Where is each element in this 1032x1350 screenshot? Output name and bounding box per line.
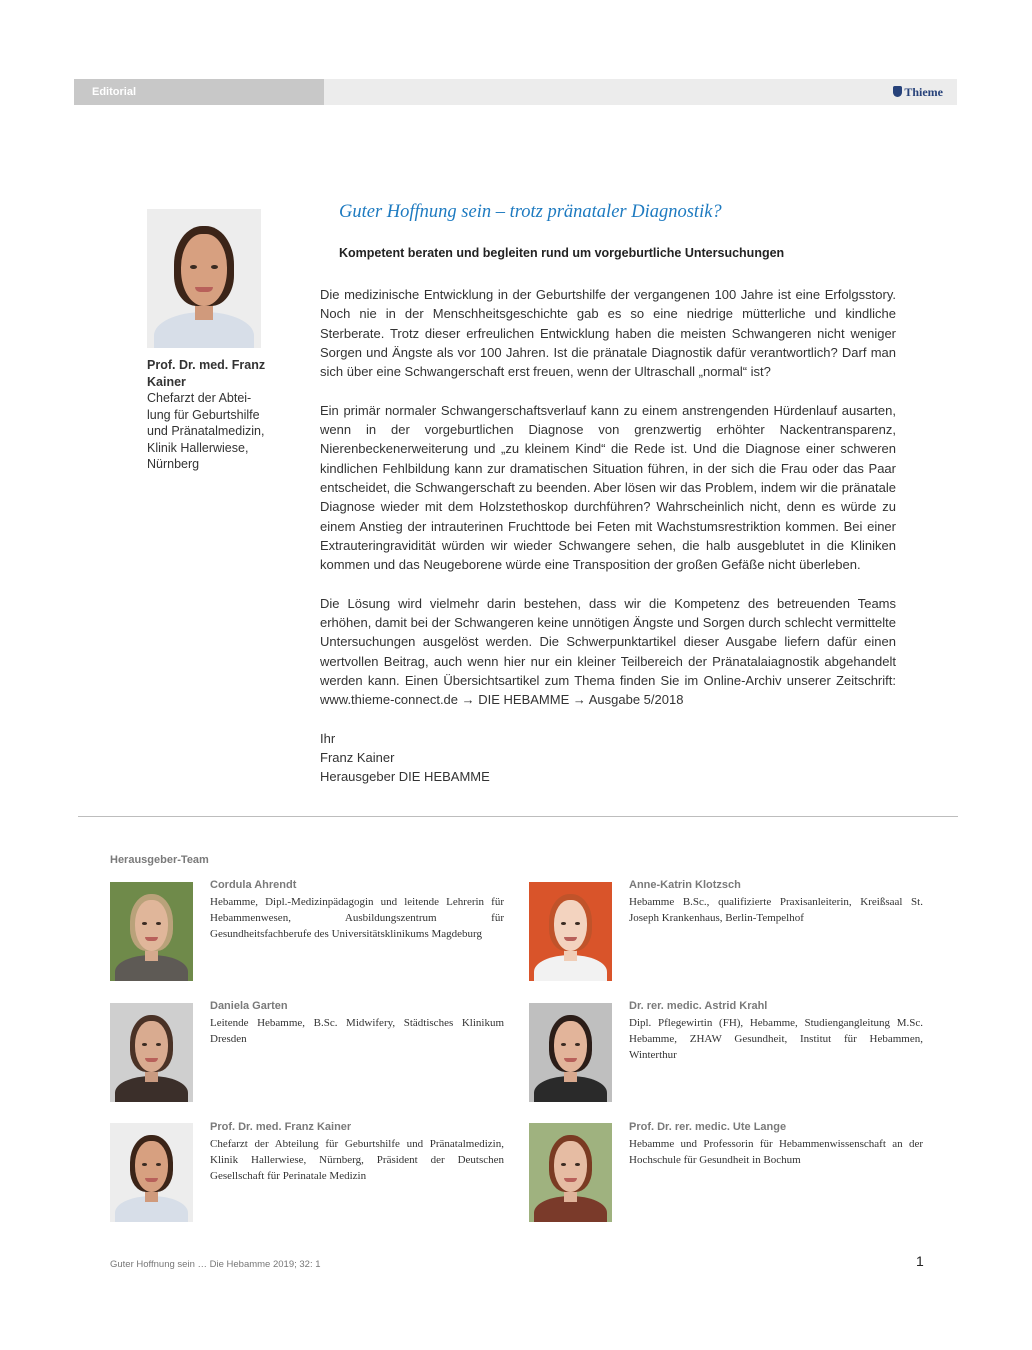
team-member-description: Hebamme, Dipl.-Medizinpädagogin und leitende Lehrerin für Hebammenwesen, Ausbildungszentrum für Gesundheitsfachberufe des Universitätsklinikums Magdeburg	[210, 896, 504, 940]
section-label: Editorial	[74, 79, 324, 105]
page-number: 1	[916, 1253, 924, 1269]
team-member-photo	[529, 882, 612, 981]
signoff-role: Herausgeber DIE HEBAMME	[320, 769, 490, 785]
team-member-name: Prof. Dr. med. Franz Kainer	[210, 1121, 352, 1133]
article-title: Guter Hoffnung sein – trotz pränataler Diagnostik?	[339, 202, 722, 222]
team-member-name: Anne-Katrin Klotzsch	[629, 879, 741, 891]
header-bar	[74, 79, 957, 105]
team-member-photo	[110, 1123, 193, 1222]
article-subtitle: Kompetent beraten und begleiten rund um vorgeburtliche Untersuchungen	[339, 246, 785, 260]
team-member-description: Hebamme und Professorin für Hebammenwissenschaft an der Hochschule für Gesundheit in Bochum	[629, 1138, 923, 1166]
section-divider	[78, 816, 958, 817]
article-paragraph: Ein primär normaler Schwangerschaftsverlauf kann zu einem anstrengenden Hürdenlauf ausarten, wenn in der vorgeburtlichen Diagnose von grenzwertig erhöhter Nackentransparenz, Nierenbeckenerweiterung und „zu kleinem Kind“ die Rede ist. Und die Diagnose einer schweren kindlichen Fehlbildung kann zur dramatischen Situation führen, in der sich die Frau oder das Paar entscheidet, die Schwangerschaft zu beenden. Aber lösen wir das Problem, indem wir die pränatale Diagnose wieder mit dem Holzstethoskop durchführen? Wahrscheinlich nicht, denn es würde zu einem Anstieg der intrauterinen Fruchttode bei Feten mit Wachstumsrestriktion kommen. Bei einer Extrauteringravidität würden wir wieder Schwangere sehen, die halb ausgeblutet in die Kliniken kommen und das Neugeborene würde eine Transposition der großen Gefäße nicht überleben.	[320, 402, 896, 573]
team-member-description: Chefarzt der Abteilung für Geburtshilfe und Pränatalmedizin, Klinik Hallerwiese, Nürnberg, Präsident der Deutschen Gesellschaft für Perinatale Medizin	[210, 1138, 504, 1182]
article-paragraph: Die Lösung wird vielmehr darin bestehen, dass wir die Kompetenz des betreuenden Teams erhöhen, damit bei der Schwangeren keine unnötigen Ängste und Sorgen durch schlecht vermittelte Untersuchungen ausgelöst werden. Die Schwerpunktartikel dieser Ausgabe liefern dafür einen wertvollen Beitrag, auch wenn hier nur ein kleiner Teilbereich der Pränatalaiagnostik abgehandelt werden kann. Einen Übersichtsartikel zum Thema finden Sie im Online-Archiv unserer Zeitschrift: www.thieme-connect.de → DIE HEBAMME → Ausgabe 5/2018	[320, 595, 896, 708]
author-portrait	[147, 209, 261, 348]
team-member-description: Hebamme B.Sc., qualifizierte Praxisanleiterin, Kreißsaal St. Joseph Krankenhaus, Berlin-Tempelhof	[629, 896, 923, 924]
author-affiliation-line: Chefarzt der Abtei-	[147, 391, 252, 405]
article-paragraph: Die medizinische Entwicklung in der Geburtshilfe der vergangenen 100 Jahre ist eine Erfolgsstory. Noch nie in der Menschheitsgeschichte gab es so eine niedrige mütterliche und kindliche Sterberate. Trotz dieser erfreulichen Entwicklung haben die meisten Schwangeren nicht weniger Sorgen und Ängste als vor 100 Jahren. Ist die pränatale Diagnostik dafür verantwortlich? Darf man sich über eine Schwangerschaft erst freuen, wenn der Ultraschall „normal“ ist?	[320, 287, 896, 380]
team-member-name: Prof. Dr. rer. medic. Ute Lange	[629, 1121, 787, 1133]
author-affiliation-line: lung für Geburtshilfe	[147, 407, 260, 422]
team-member-photo	[110, 882, 193, 981]
author-affiliation-line: Nürnberg	[147, 457, 200, 471]
footer-citation: Guter Hoffnung sein … Die Hebamme 2019; 32: 1	[110, 1259, 321, 1270]
team-member-name: Daniela Garten	[210, 1000, 288, 1012]
author-affiliation-line: Klinik Hallerwiese,	[147, 440, 249, 455]
team-member-description: Leitende Hebamme, B.Sc. Midwifery, Städtisches Klinikum Dresden	[210, 1017, 504, 1045]
team-member-photo	[110, 1003, 193, 1102]
author-info	[147, 357, 297, 473]
article-body	[320, 285, 896, 787]
signoff-greeting: Ihr	[320, 730, 336, 746]
team-member-name: Cordula Ahrendt	[210, 879, 297, 891]
publisher-logo-text: Thieme	[904, 85, 943, 99]
team-member-photo	[529, 1003, 612, 1102]
author-affiliation-line: und Pränatalmedizin,	[147, 424, 265, 438]
thieme-logo-icon	[893, 86, 902, 97]
team-member-name: Dr. rer. medic. Astrid Krahl	[629, 1000, 768, 1012]
author-name: Prof. Dr. med. Franz Kainer	[147, 358, 266, 389]
signoff-name: Franz Kainer	[320, 750, 395, 766]
team-member-photo	[529, 1123, 612, 1222]
publisher-logo	[893, 79, 943, 105]
team-member-description: Dipl. Pflegewirtin (FH), Hebamme, Studiengangleitung M.Sc. Hebamme, ZHAW Gesundheit, Institut für Hebammen, Winterthur	[629, 1017, 923, 1061]
team-heading: Herausgeber-Team	[110, 854, 209, 866]
